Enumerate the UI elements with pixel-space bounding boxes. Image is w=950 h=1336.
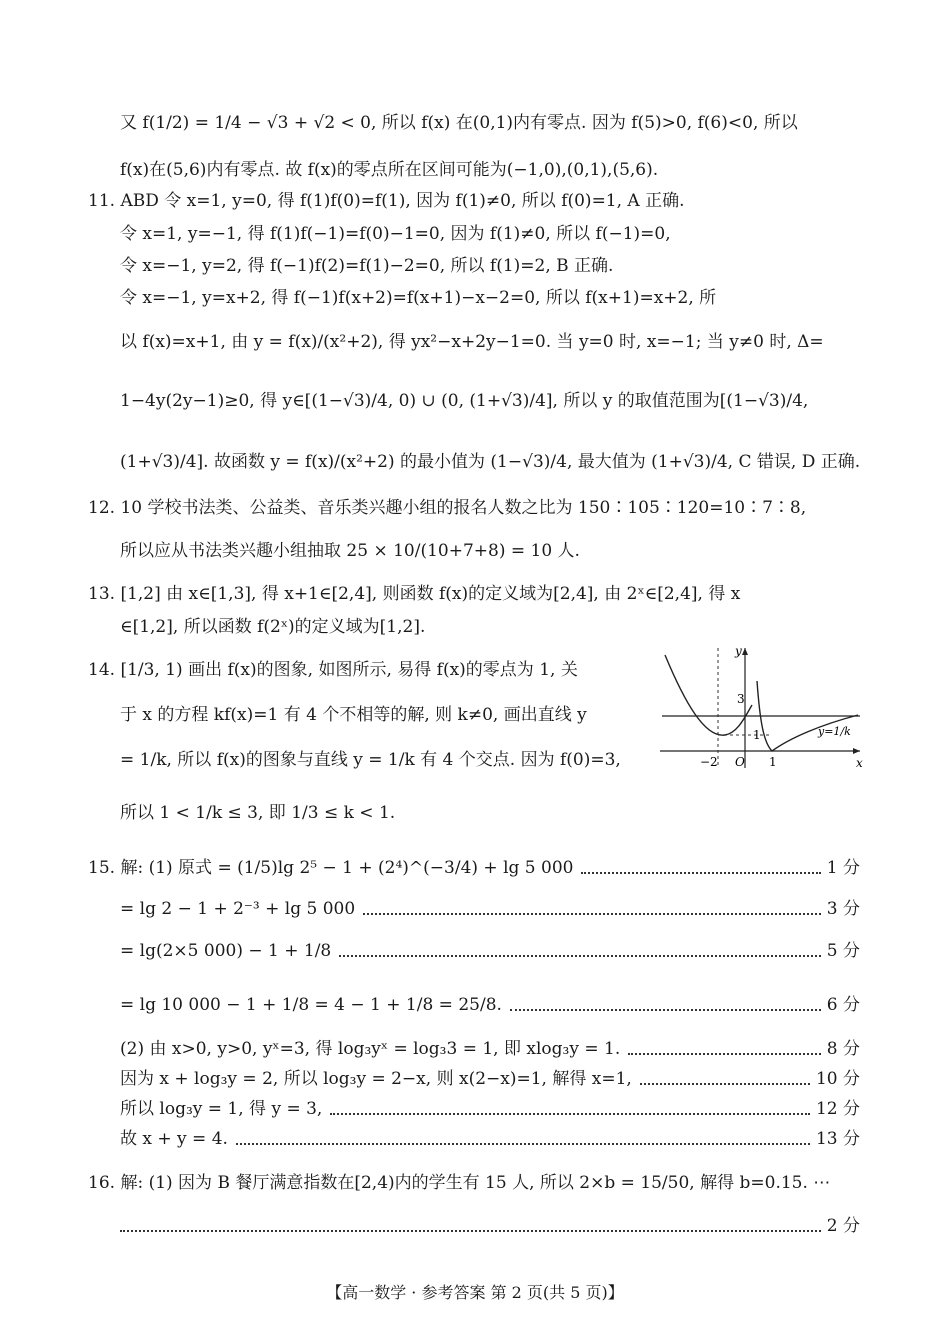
q15-step-2-text: = lg 2 − 1 + 2⁻³ + lg 5 000 <box>120 899 356 919</box>
q15-step-4 <box>120 995 860 1016</box>
q15-step-5-text: (2) 由 x>0, y>0, yˣ=3, 得 log₃yˣ = log₃3 = 1, 即 xlog₃y = 1. <box>120 1039 621 1059</box>
leader-dots <box>628 1053 821 1055</box>
q15-step-7-score: 12 分 <box>815 1099 860 1119</box>
y-axis-label: y <box>735 644 742 658</box>
q15-step-1 <box>88 858 860 879</box>
y-axis-arrow <box>742 648 748 655</box>
leader-dots <box>339 955 821 957</box>
leader-dots <box>640 1083 810 1085</box>
q15-step-6-text: 因为 x + log₃y = 2, 所以 log₃y = 2−x, 则 x(2−x)=1, 解得 x=1, <box>120 1069 632 1089</box>
q15-step-5 <box>120 1039 860 1060</box>
q16-score-line <box>120 1216 860 1237</box>
q15-step-3-text: = lg(2×5 000) − 1 + 1/8 <box>120 941 332 961</box>
q15-step-1-score: 1 分 <box>826 858 860 878</box>
label-3: 3 <box>737 692 745 706</box>
leader-dots <box>510 1009 821 1011</box>
line-label: y=1/k <box>818 725 851 738</box>
page-footer: 【高一数学 · 参考答案 第 2 页(共 5 页)】 <box>326 1283 624 1302</box>
q12-line-1: 12. 10 学校书法类、公益类、音乐类兴趣小组的报名人数之比为 150∶105∶120=10∶7∶8, <box>88 498 807 518</box>
function-graph <box>660 643 865 773</box>
q16-line-1: 16. 解: (1) 因为 B 餐厅满意指数在[2,4)内的学生有 15 人, 所以 2×b = 15/50, 解得 b=0.15. ⋯ <box>88 1173 831 1193</box>
q15-step-4-text: = lg 10 000 − 1 + 1/8 = 4 − 1 + 1/8 = 25/8. <box>120 995 502 1015</box>
q15-step-4-score: 6 分 <box>826 995 860 1015</box>
x-axis-label: x <box>856 756 863 770</box>
x-axis-arrow <box>853 748 860 754</box>
leader-dots <box>330 1113 810 1115</box>
q13-line-1: 13. [1,2] 由 x∈[1,3], 得 x+1∈[2,4], 则函数 f(x)的定义域为[2,4], 由 2ˣ∈[2,4], 得 x <box>88 584 741 604</box>
q10-line-2: f(x)在(5,6)内有零点. 故 f(x)的零点所在区间可能为(−1,0),(0,1),(5,6). <box>120 160 659 180</box>
q15-step-7 <box>120 1099 860 1120</box>
q11-line-5: 以 f(x)=x+1, 由 y = f(x)/(x²+2), 得 yx²−x+2y−1=0. 当 y=0 时, x=−1; 当 y≠0 时, Δ= <box>120 332 824 352</box>
q12-line-2: 所以应从书法类兴趣小组抽取 25 × 10/(10+7+8) = 10 人. <box>120 541 580 561</box>
q11-line-6: 1−4y(2y−1)≥0, 得 y∈[(1−√3)/4, 0) ∪ (0, (1+√3)/4], 所以 y 的取值范围为[(1−√3)/4, <box>120 391 809 411</box>
leader-dots <box>236 1143 810 1145</box>
q14-line-2: 于 x 的方程 kf(x)=1 有 4 个不相等的解, 则 k≠0, 画出直线 y <box>120 705 587 725</box>
q10-line-1: 又 f(1/2) = 1/4 − √3 + √2 < 0, 所以 f(x) 在(0,1)内有零点. 因为 f(5)>0, f(6)<0, 所以 <box>120 113 798 133</box>
q15-step-7-text: 所以 log₃y = 1, 得 y = 3, <box>120 1099 323 1119</box>
q15-step-2-score: 3 分 <box>826 899 860 919</box>
leader-dots <box>363 913 821 915</box>
q15-step-8-text: 故 x + y = 4. <box>120 1129 228 1149</box>
q15-step-1-text: 15. 解: (1) 原式 = (1/5)lg 2⁵ − 1 + (2⁴)^(−3/4) + lg 5 000 <box>88 858 574 878</box>
q11-line-7: (1+√3)/4]. 故函数 y = f(x)/(x²+2) 的最小值为 (1−√3)/4, 最大值为 (1+√3)/4, C 错误, D 正确. <box>120 452 861 472</box>
q11-line-4: 令 x=−1, y=x+2, 得 f(−1)f(x+2)=f(x+1)−x−2=0, 所以 f(x+1)=x+2, 所 <box>120 288 717 308</box>
q15-step-2 <box>120 899 860 920</box>
q15-step-6-score: 10 分 <box>815 1069 860 1089</box>
q15-step-8 <box>120 1129 860 1150</box>
q15-step-3 <box>120 941 860 962</box>
tick-neg2: −2 <box>700 755 718 769</box>
q15-step-3-score: 5 分 <box>826 941 860 961</box>
q11-line-1: 11. ABD 令 x=1, y=0, 得 f(1)f(0)=f(1), 因为 f(1)≠0, 所以 f(0)=1, A 正确. <box>88 191 685 211</box>
label-1: 1 <box>753 728 761 742</box>
q15-step-5-score: 8 分 <box>826 1039 860 1059</box>
q15-step-6 <box>120 1069 860 1090</box>
q11-line-3: 令 x=−1, y=2, 得 f(−1)f(2)=f(1)−2=0, 所以 f(1)=2, B 正确. <box>120 256 614 276</box>
q15-step-8-score: 13 分 <box>815 1129 860 1149</box>
q14-line-1: 14. [1/3, 1) 画出 f(x)的图象, 如图所示, 易得 f(x)的零点为 1, 关 <box>88 660 578 680</box>
q11-line-2: 令 x=1, y=−1, 得 f(1)f(−1)=f(0)−1=0, 因为 f(1)≠0, 所以 f(−1)=0, <box>120 224 671 244</box>
leader-dots <box>581 872 820 874</box>
q16-score: 2 分 <box>826 1216 860 1236</box>
origin-label: O <box>735 755 745 769</box>
leader-dots <box>120 1230 821 1232</box>
q14-line-3: = 1/k, 所以 f(x)的图象与直线 y = 1/k 有 4 个交点. 因为 f(0)=3, <box>120 750 621 770</box>
q14-line-4: 所以 1 < 1/k ≤ 3, 即 1/3 ≤ k < 1. <box>120 803 396 823</box>
q13-line-2: ∈[1,2], 所以函数 f(2ˣ)的定义域为[1,2]. <box>120 617 426 637</box>
tick-1: 1 <box>769 755 777 769</box>
